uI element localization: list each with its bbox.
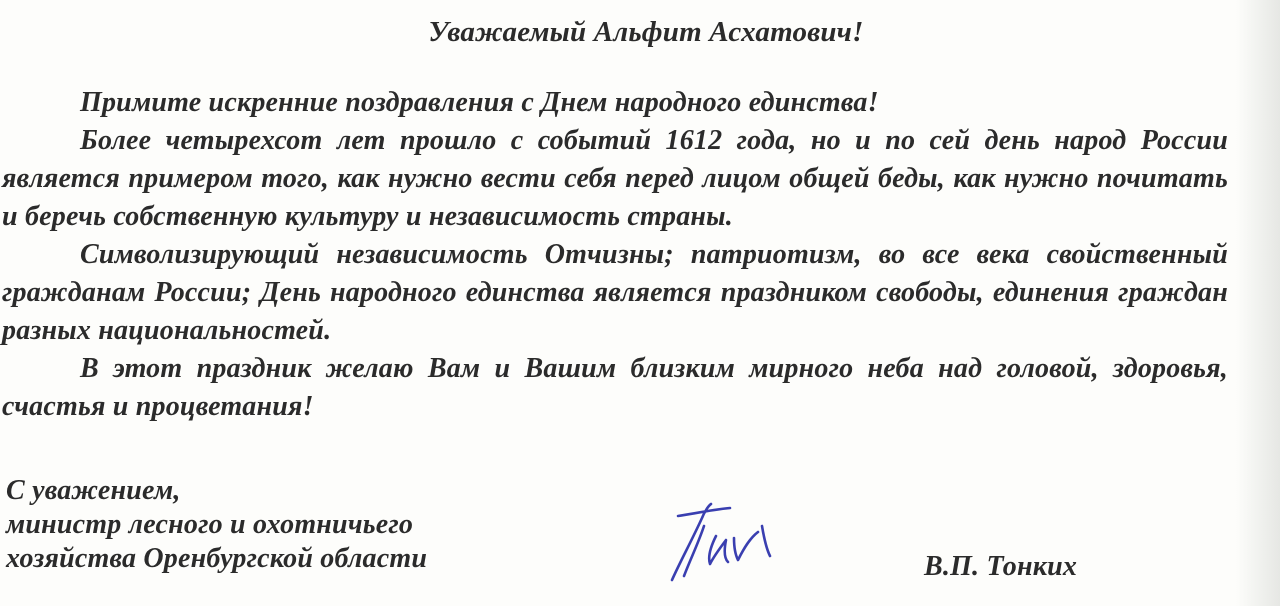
paragraph-history: Более четырехсот лет прошло с событий 1612 года, но и по сей день народ России является примером того, как нужно вести себя перед лицом общей беды, как нужно почитать и беречь собственную культуру и независимость страны. (2, 125, 1228, 232)
paragraph-greeting: Примите искренние поздравления с Днем народного единства! (80, 87, 879, 118)
paragraph-symbolism: Символизирующий независимость Отчизны; патриотизм, во все века свойственный гражданам России; День народного единства является праздником свободы, единения граждан разных национальностей. (2, 239, 1228, 346)
salutation: Уважаемый Альфит Асхатович! (428, 16, 864, 48)
signature-icon (658, 496, 788, 588)
closing-block (6, 474, 427, 576)
closing-position: министр лесного и охотничьего (6, 509, 414, 540)
closing-organization: хозяйства Оренбургской области (6, 543, 428, 574)
letter-text (2, 84, 1228, 426)
paragraph-wishes: В этот праздник желаю Вам и Вашим близким мирного неба над головой, здоровья, счастья и процветания! (2, 353, 1228, 422)
signer-name: В.П. Тонких (924, 551, 1078, 582)
closing-regards: С уважением, (6, 475, 181, 506)
